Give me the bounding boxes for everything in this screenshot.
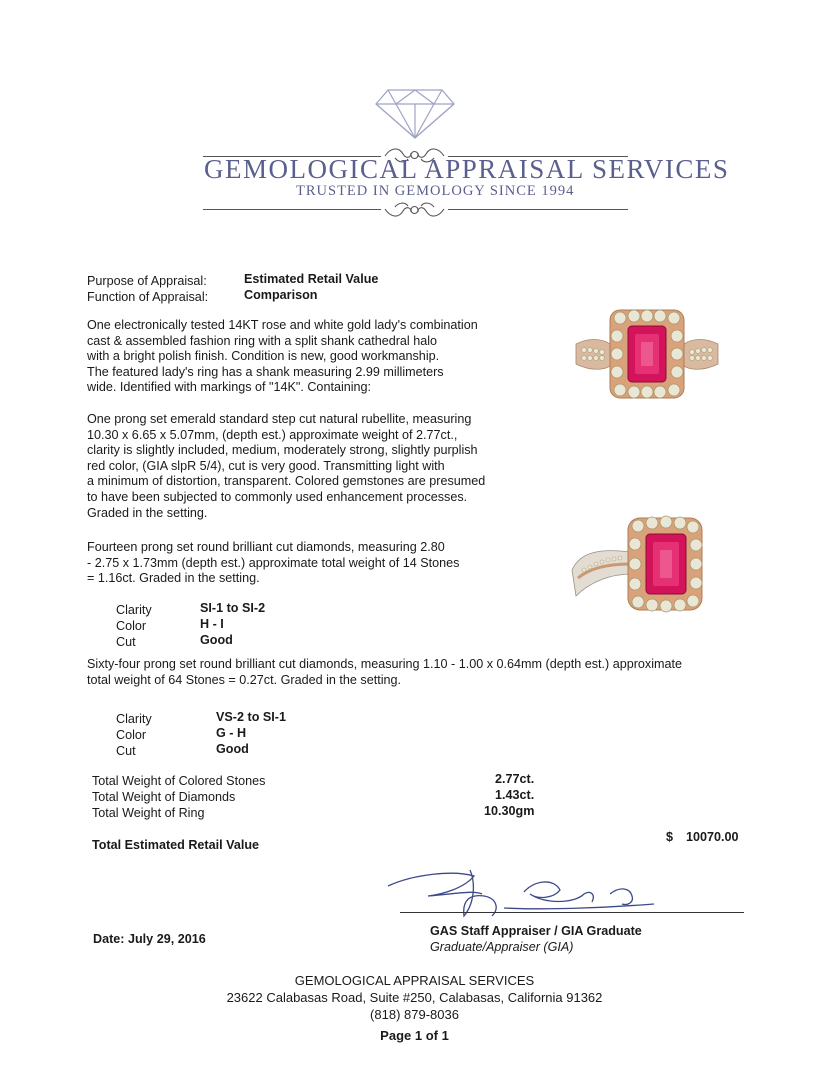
footer-address: 23622 Calabasas Road, Suite #250, Calabasas, California 91362 — [226, 990, 603, 1005]
scroll-ornament-icon — [381, 198, 448, 222]
signature — [384, 864, 684, 930]
total-label: Total Weight of Ring — [92, 806, 205, 820]
total-value: 10.30gm — [484, 804, 535, 818]
diamonds-64-description: Sixty-four prong set round brilliant cut diamonds, measuring 1.10 - 1.00 x 0.64mm (depth est.) approximate total weight of 64 Stones = 0.27ct. Graded in the setting. — [87, 657, 682, 687]
grade-value: Good — [216, 742, 249, 756]
ring-description: One electronically tested 14KT rose and white gold lady's combination cast & assembled fashion ring with a split shank cathedral halo with a bright polish finish. Condition is new, good workmanship. The featured lady's ring has a shank measuring 2.99 millimeters wide. Identified with markings of "14K". Containing: — [87, 318, 478, 395]
page-number: Page 1 of 1 — [380, 1028, 449, 1043]
appraiser-subtitle: Graduate/Appraiser (GIA) — [430, 940, 574, 954]
company-name: GEMOLOGICAL APPRAISAL SERVICES — [204, 154, 730, 184]
appraisal-date: Date: July 29, 2016 — [93, 932, 206, 946]
diamonds-14-description: Fourteen prong set round brilliant cut diamonds, measuring 2.80 - 2.75 x 1.73mm (depth est.) approximate total weight of 14 Stones = 1.16ct. Graded in the setting. — [87, 540, 460, 586]
function-label: Function of Appraisal: — [87, 290, 209, 304]
grade-label: Color — [116, 728, 147, 742]
ring-photo-top — [572, 306, 722, 402]
grade-value: VS-2 to SI-1 — [216, 710, 286, 724]
total-label: Total Weight of Diamonds — [92, 790, 236, 804]
purpose-value: Estimated Retail Value — [244, 272, 379, 286]
appraiser-title: GAS Staff Appraiser / GIA Graduate — [430, 924, 642, 938]
grade-label: Cut — [116, 635, 136, 649]
grade-value: H - I — [200, 617, 224, 631]
header-rule-bottom-right — [448, 209, 628, 210]
totals-table — [92, 772, 552, 822]
purpose-label: Purpose of Appraisal: — [87, 274, 207, 288]
grade-label: Color — [116, 619, 147, 633]
grade-label: Clarity — [116, 712, 152, 726]
rubellite-description: One prong set emerald standard step cut natural rubellite, measuring 10.30 x 6.65 x 5.07mm, (depth est.) approximate weight of 2.77ct., clarity is slightly included, medium, moderately strong, slightly purplish red color, (GIA slpR 5/4), cut is very good. Transmitting light with a minimum of distortion, transparent. Colored gemstones are presumed to have been subjected to commonly used enhancement processes. Graded in the setting. — [87, 412, 486, 520]
function-value: Comparison — [244, 288, 318, 302]
letterhead — [0, 0, 829, 230]
header-rule-bottom-left — [203, 209, 381, 210]
retail-value-label: Total Estimated Retail Value — [92, 838, 260, 852]
grade-label: Cut — [116, 744, 136, 758]
total-value: 1.43ct. — [495, 788, 535, 802]
total-value: 2.77ct. — [495, 772, 535, 786]
footer-phone: (818) 879-8036 — [370, 1007, 459, 1022]
retail-amount: 10070.00 — [686, 830, 739, 844]
signature-line — [400, 912, 744, 913]
grade-label: Clarity — [116, 603, 152, 617]
grade-value: G - H — [216, 726, 247, 740]
total-label: Total Weight of Colored Stones — [92, 774, 266, 788]
ring-photo-side — [570, 512, 720, 618]
company-tagline: TRUSTED IN GEMOLOGY SINCE 1994 — [296, 183, 575, 199]
footer-company: GEMOLOGICAL APPRAISAL SERVICES — [294, 973, 535, 988]
diamond-icon — [374, 88, 456, 140]
retail-currency: $ — [666, 830, 674, 844]
grade-value: Good — [200, 633, 233, 647]
grade-value: SI-1 to SI-2 — [200, 601, 266, 615]
